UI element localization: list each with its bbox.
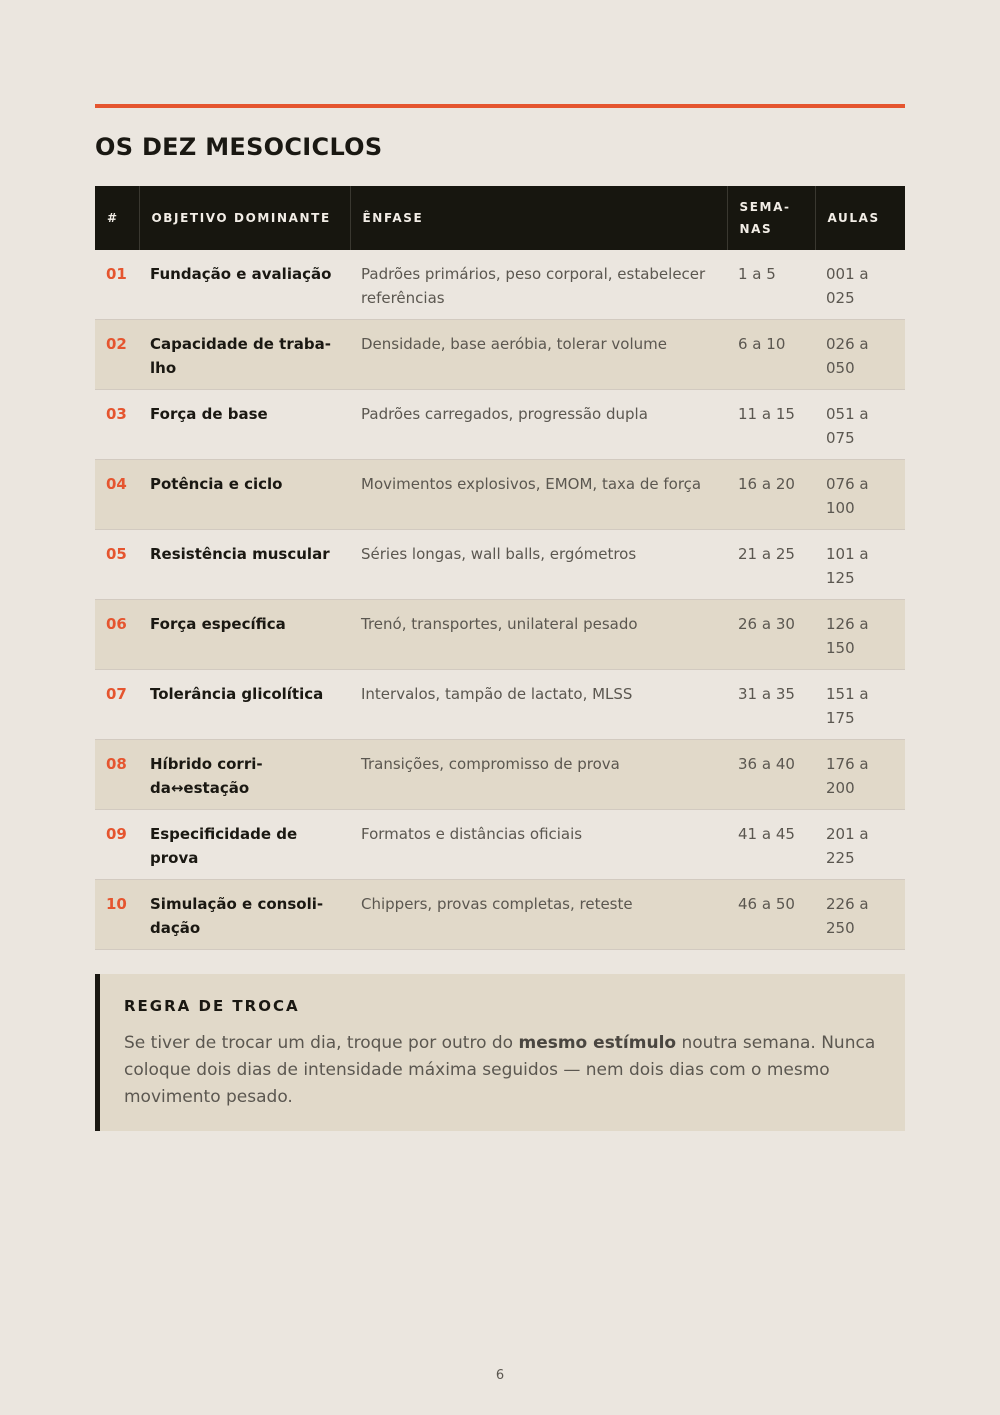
row-emphasis: Formatos e distâncias oficiais — [350, 810, 727, 880]
row-lessons: 226 a 250 — [815, 880, 905, 950]
row-weeks: 41 a 45 — [727, 810, 815, 880]
row-lessons: 176 a 200 — [815, 740, 905, 810]
table-header-row — [95, 186, 905, 250]
row-number: 05 — [95, 530, 139, 600]
header-lessons: AULAS — [815, 186, 905, 250]
table-row — [95, 390, 905, 460]
row-objective: Força de base — [139, 390, 350, 460]
row-emphasis: Padrões primários, peso corporal, estabelecer referências — [350, 250, 727, 320]
row-number: 02 — [95, 320, 139, 390]
table-row — [95, 810, 905, 880]
table-row — [95, 320, 905, 390]
row-objective: Capacidade de traba-lho — [139, 320, 350, 390]
row-lessons: 026 a 050 — [815, 320, 905, 390]
row-objective: Fundação e avaliação — [139, 250, 350, 320]
callout-text — [124, 1030, 877, 1111]
row-number: 10 — [95, 880, 139, 950]
row-weeks: 36 a 40 — [727, 740, 815, 810]
row-objective: Especificidade de prova — [139, 810, 350, 880]
row-emphasis: Padrões carregados, progressão dupla — [350, 390, 727, 460]
row-number: 04 — [95, 460, 139, 530]
table-row — [95, 600, 905, 670]
row-objective: Resistência muscular — [139, 530, 350, 600]
callout-text-before: Se tiver de trocar um dia, troque por outro do — [124, 1033, 519, 1053]
mesocycles-table — [95, 186, 905, 950]
table-row — [95, 250, 905, 320]
row-emphasis: Transições, compromisso de prova — [350, 740, 727, 810]
callout-text-after: noutra semana. Nunca coloque dois dias de intensidade máxima seguidos — nem dois dias com o mesmo movimento pesado. — [124, 1033, 876, 1107]
row-emphasis: Intervalos, tampão de lactato, MLSS — [350, 670, 727, 740]
row-weeks: 16 a 20 — [727, 460, 815, 530]
header-weeks-line-2: NAS — [739, 222, 773, 236]
header-objective: OBJETIVO DOMINANTE — [139, 186, 350, 250]
header-emphasis: ÊNFASE — [350, 186, 727, 250]
row-emphasis: Chippers, provas completas, reteste — [350, 880, 727, 950]
accent-rule — [95, 104, 905, 108]
callout-title: REGRA DE TROCA — [124, 997, 300, 1015]
row-emphasis: Densidade, base aeróbia, tolerar volume — [350, 320, 727, 390]
page-title: OS DEZ MESOCICLOS — [95, 133, 383, 161]
row-lessons: 001 a 025 — [815, 250, 905, 320]
row-weeks: 46 a 50 — [727, 880, 815, 950]
table-row — [95, 670, 905, 740]
row-lessons: 126 a 150 — [815, 600, 905, 670]
row-lessons: 076 a 100 — [815, 460, 905, 530]
row-lessons: 051 a 075 — [815, 390, 905, 460]
row-objective: Tolerância glicolítica — [139, 670, 350, 740]
row-objective: Híbrido corri-da↔estação — [139, 740, 350, 810]
row-objective: Simulação e consoli-dação — [139, 880, 350, 950]
row-lessons: 201 a 225 — [815, 810, 905, 880]
page-content — [95, 104, 905, 1131]
row-objective: Força específica — [139, 600, 350, 670]
row-weeks: 26 a 30 — [727, 600, 815, 670]
row-number: 09 — [95, 810, 139, 880]
row-lessons: 101 a 125 — [815, 530, 905, 600]
row-number: 01 — [95, 250, 139, 320]
header-weeks-line-1: SEMA- — [739, 200, 791, 214]
row-weeks: 1 a 5 — [727, 250, 815, 320]
row-number: 03 — [95, 390, 139, 460]
header-weeks — [727, 186, 815, 250]
row-emphasis: Trenó, transportes, unilateral pesado — [350, 600, 727, 670]
row-weeks: 21 a 25 — [727, 530, 815, 600]
row-emphasis: Séries longas, wall balls, ergómetros — [350, 530, 727, 600]
table-row — [95, 530, 905, 600]
row-emphasis: Movimentos explosivos, EMOM, taxa de força — [350, 460, 727, 530]
swap-rule-callout — [95, 974, 905, 1131]
row-weeks: 6 a 10 — [727, 320, 815, 390]
table-row — [95, 880, 905, 950]
row-weeks: 31 a 35 — [727, 670, 815, 740]
page-number: 6 — [495, 1368, 505, 1383]
table-row — [95, 740, 905, 810]
row-weeks: 11 a 15 — [727, 390, 815, 460]
callout-text-bold: mesmo estímulo — [518, 1033, 677, 1053]
row-lessons: 151 a 175 — [815, 670, 905, 740]
row-number: 08 — [95, 740, 139, 810]
row-objective: Potência e ciclo — [139, 460, 350, 530]
row-number: 06 — [95, 600, 139, 670]
table-row — [95, 460, 905, 530]
row-number: 07 — [95, 670, 139, 740]
header-number: # — [95, 186, 139, 250]
